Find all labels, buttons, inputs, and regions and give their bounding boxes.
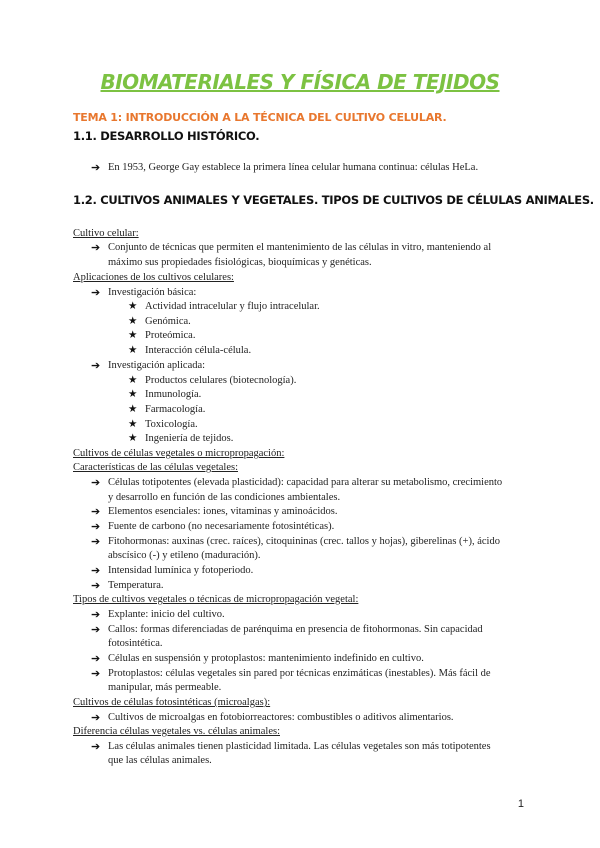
arrow-right-icon: ➔ bbox=[91, 521, 101, 533]
arrow-right-icon: ➔ bbox=[91, 741, 101, 753]
car-4a: Fitohormonas: auxinas (crec. raíces), citoquininas (crec. tallos y hojas), giberelinas (+), ácido bbox=[108, 536, 500, 547]
aplicada-item: Farmacología. bbox=[145, 404, 206, 415]
cultivo-def-2: máximo sus propiedades fisiológicas, bioquímicas y genéticas. bbox=[108, 257, 372, 268]
car-3: Fuente de carbono (no necesariamente fotosintéticas). bbox=[108, 521, 335, 532]
arrow-right-icon: ➔ bbox=[91, 609, 101, 621]
car-1a: Células totipotentes (elevada plasticidad): capacidad para alterar su metabolismo, crecimiento bbox=[108, 477, 503, 488]
s11-item: En 1953, George Gay establece la primera línea celular humana continua: células HeLa. bbox=[108, 162, 479, 173]
section-1-2-heading: 1.2. CULTIVOS ANIMALES Y VEGETALES. TIPOS DE CULTIVOS DE CÉLULAS ANIMALES. bbox=[73, 193, 594, 207]
foto-1: Cultivos de microalgas en fotobiorreactores: combustibles o aditivos alimentarios. bbox=[108, 712, 454, 723]
dif-label: Diferencia células vegetales vs. células animales: bbox=[73, 726, 280, 737]
star-icon: ★ bbox=[128, 419, 138, 430]
caracteristicas-label: Características de las células vegetales: bbox=[73, 462, 239, 473]
arrow-right-icon: ➔ bbox=[91, 477, 101, 489]
car-5: Intensidad lumínica y fotoperiodo. bbox=[108, 565, 254, 576]
car-2: Elementos esenciales: iones, vitaminas y aminoácidos. bbox=[108, 506, 338, 517]
arrow-right-icon: ➔ bbox=[91, 624, 101, 636]
tip-2a: Callos: formas diferenciadas de parénquima en presencia de fitohormonas. Sin capacidad bbox=[108, 624, 483, 635]
arrow-right-icon: ➔ bbox=[91, 506, 101, 518]
arrow-right-icon: ➔ bbox=[91, 712, 101, 724]
arrow-right-icon: ➔ bbox=[91, 242, 101, 254]
arrow-right-icon: ➔ bbox=[91, 360, 101, 372]
tip-1: Explante: inicio del cultivo. bbox=[108, 609, 225, 620]
vegetales-label: Cultivos de células vegetales o micropropagación: bbox=[73, 448, 285, 459]
car-6: Temperatura. bbox=[108, 580, 164, 591]
basica-item: Actividad intracelular y flujo intracelular. bbox=[145, 301, 320, 312]
page-number: 1 bbox=[517, 798, 524, 810]
tip-3: Células en suspensión y protoplastos: mantenimiento indefinido en cultivo. bbox=[108, 653, 424, 664]
aplicada-item: Ingeniería de tejidos. bbox=[145, 433, 234, 444]
star-icon: ★ bbox=[128, 301, 138, 312]
car-1b: y desarrollo en función de las condiciones ambientales. bbox=[108, 492, 341, 503]
arrow-right-icon: ➔ bbox=[91, 565, 101, 577]
dif-1b: que las células animales. bbox=[108, 755, 212, 766]
basica-item: Proteómica. bbox=[145, 330, 196, 341]
dif-1a: Las células animales tienen plasticidad limitada. Las células vegetales son más totipotentes bbox=[108, 741, 491, 752]
star-icon: ★ bbox=[128, 404, 138, 415]
basica-item: Interacción célula-célula. bbox=[145, 345, 252, 356]
cultivo-def-1: Conjunto de técnicas que permiten el mantenimiento de las células in vitro, manteniendo al bbox=[108, 242, 492, 253]
star-icon: ★ bbox=[128, 375, 138, 386]
cultivo-celular-label: Cultivo celular: bbox=[73, 228, 139, 239]
aplicaciones-label: Aplicaciones de los cultivos celulares: bbox=[73, 272, 234, 283]
star-icon: ★ bbox=[128, 389, 138, 400]
aplicada-item: Productos celulares (biotecnología). bbox=[145, 375, 297, 386]
basica-label: Investigación básica: bbox=[108, 287, 197, 298]
arrow-right-icon: ➔ bbox=[91, 162, 101, 174]
tip-4a: Protoplastos: células vegetales sin pared por técnicas enzimáticas (inestables). Más fácil de bbox=[108, 668, 491, 679]
tipos-label: Tipos de cultivos vegetales o técnicas de micropropagación vegetal: bbox=[73, 594, 359, 605]
document-title: BIOMATERIALES Y FÍSICA DE TEJIDOS bbox=[100, 70, 500, 94]
arrow-right-icon: ➔ bbox=[91, 580, 101, 592]
star-icon: ★ bbox=[128, 330, 138, 341]
arrow-right-icon: ➔ bbox=[91, 287, 101, 299]
arrow-right-icon: ➔ bbox=[91, 668, 101, 680]
arrow-right-icon: ➔ bbox=[91, 653, 101, 665]
star-icon: ★ bbox=[128, 345, 138, 356]
tema-heading: TEMA 1: INTRODUCCIÓN A LA TÉCNICA DEL CULTIVO CELULAR. bbox=[73, 111, 447, 124]
star-icon: ★ bbox=[128, 433, 138, 444]
foto-label: Cultivos de células fotosintéticas (microalgas): bbox=[73, 697, 271, 708]
arrow-right-icon: ➔ bbox=[91, 536, 101, 548]
aplicada-label: Investigación aplicada: bbox=[108, 360, 206, 371]
section-1-1-heading: 1.1. DESARROLLO HISTÓRICO. bbox=[73, 129, 260, 143]
tip-2b: fotosintética. bbox=[108, 638, 163, 649]
tip-4b: manipular, más permeable. bbox=[108, 682, 222, 693]
star-icon: ★ bbox=[128, 316, 138, 327]
basica-item: Genómica. bbox=[145, 316, 191, 327]
aplicada-item: Toxicología. bbox=[145, 419, 198, 430]
aplicada-item: Inmunología. bbox=[145, 389, 202, 400]
car-4b: abscísico (-) y etileno (maduración). bbox=[108, 550, 261, 561]
